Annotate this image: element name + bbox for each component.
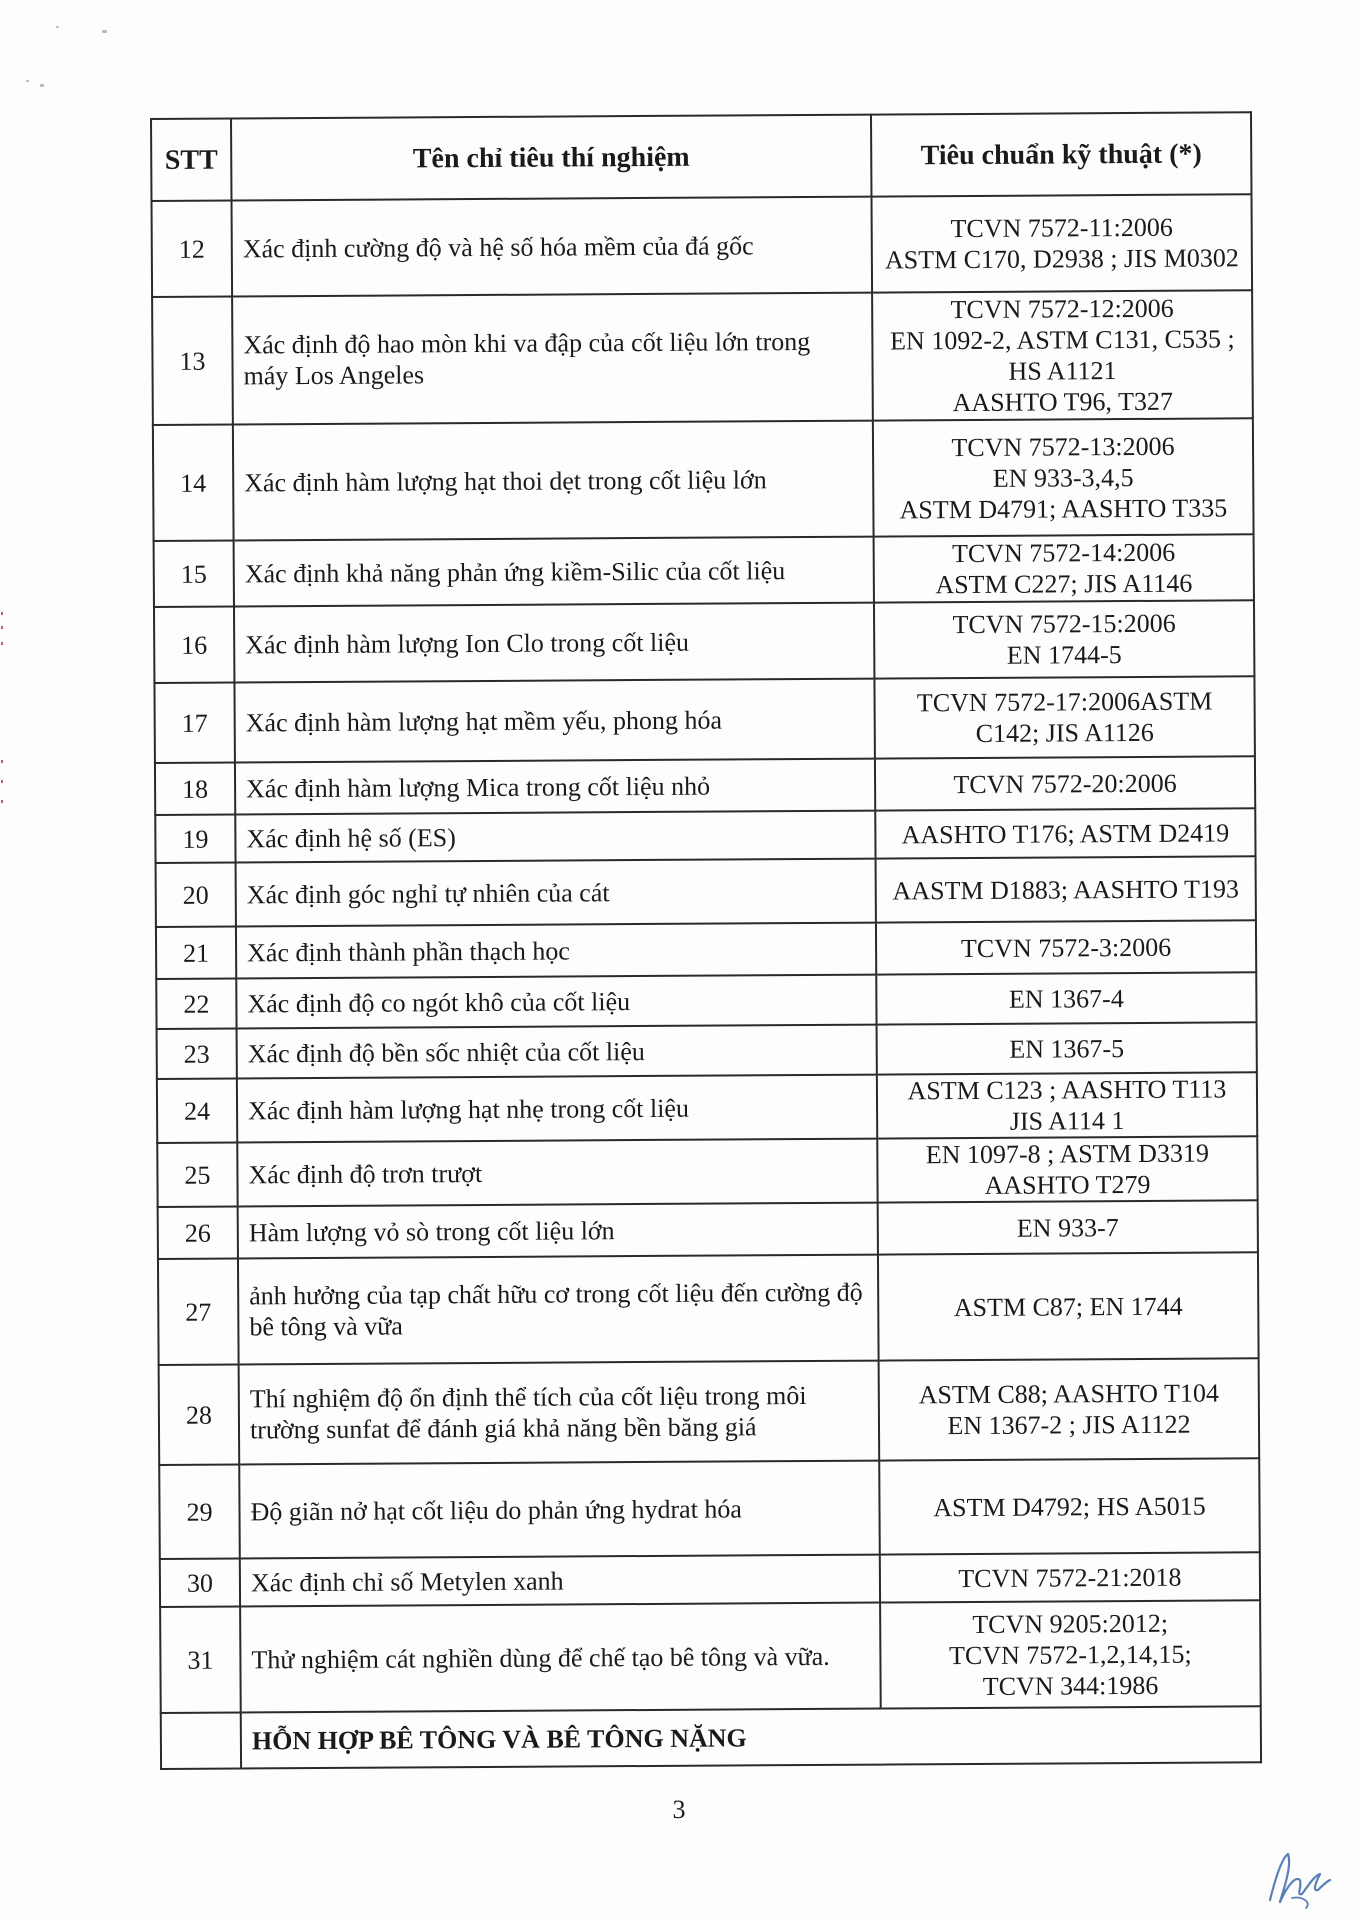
table-row [152, 290, 1253, 425]
row-standard: EN 1367-4 [876, 972, 1256, 1024]
row-test-name: Xác định chỉ số Metylen xanh [240, 1555, 880, 1607]
table-row [152, 194, 1253, 297]
row-standard: ASTM D4792; HS A5015 [879, 1458, 1260, 1554]
table-row [153, 418, 1254, 541]
row-test-name: Xác định độ co ngót khô của cốt liệu [236, 975, 876, 1029]
table-row [156, 972, 1256, 1029]
scan-mark [1, 780, 3, 783]
header-test-name: Tên chỉ tiêu thí nghiệm [231, 115, 871, 201]
row-standard: ASTM C123 ; AASHTO T113 JIS A114 1 [877, 1072, 1257, 1138]
table-row [158, 1200, 1258, 1259]
row-stt: 17 [154, 682, 234, 762]
header-stt: STT [151, 119, 231, 201]
row-standard: TCVN 7572-21:2018 [880, 1552, 1260, 1602]
row-standard: TCVN 7572-20:2006 [875, 756, 1255, 810]
table-row [155, 756, 1255, 815]
row-test-name: Xác định độ bền sốc nhiệt của cốt liệu [237, 1025, 877, 1079]
scan-mark [1, 760, 3, 763]
table-row [157, 1072, 1257, 1143]
row-test-name: Xác định độ trơn trượt [237, 1139, 877, 1207]
row-test-name: Xác định hàm lượng Ion Clo trong cốt liệu [234, 603, 874, 683]
row-standard: TCVN 9205:2012; TCVN 7572-1,2,14,15; TCVN 344:1986 [880, 1600, 1261, 1708]
row-stt: 23 [157, 1028, 237, 1078]
row-stt: 24 [157, 1078, 237, 1142]
row-standard: ASTM C87; EN 1744 [878, 1252, 1259, 1360]
scan-speck [56, 26, 59, 28]
table-row [160, 1600, 1261, 1713]
scan-speck [26, 80, 29, 82]
scan-speck [40, 84, 44, 87]
scan-mark [1, 642, 3, 645]
row-test-name: Xác định cường độ và hệ số hóa mềm của đá gốc [232, 197, 873, 297]
row-stt: 19 [155, 814, 235, 862]
row-test-name: Thử nghiệm cát nghiền dùng để chế tạo bê tông và vữa. [240, 1603, 881, 1713]
row-standard: TCVN 7572-11:2006 ASTM C170, D2938 ; JIS M0302 [871, 194, 1252, 292]
header-standard: Tiêu chuẩn kỹ thuật (*) [871, 112, 1251, 196]
table-row [156, 920, 1256, 979]
row-stt: 30 [160, 1558, 240, 1606]
row-test-name: Xác định hàm lượng Mica trong cốt liệu nhỏ [235, 759, 875, 815]
row-standard: TCVN 7572-14:2006 ASTM C227; JIS A1146 [874, 534, 1254, 602]
table-header-row [151, 112, 1251, 201]
table-row [159, 1358, 1260, 1465]
row-test-name: Xác định hàm lượng hạt nhẹ trong cốt liệu [237, 1075, 877, 1143]
page-number: 3 [672, 1795, 686, 1824]
row-stt: 28 [159, 1364, 240, 1464]
row-test-name: Xác định hệ số (ES) [235, 811, 875, 863]
row-standard: ASTM C88; AASHTO T104 EN 1367-2 ; JIS A1122 [879, 1358, 1260, 1460]
row-standard: EN 1367-5 [877, 1022, 1257, 1074]
row-standard: TCVN 7572-12:2006 EN 1092-2, ASTM C131, C535 ; HS A1121 AASHTO T96, T327 [872, 290, 1253, 420]
row-stt: 18 [155, 762, 235, 814]
row-test-name: Xác định hàm lượng hạt mềm yếu, phong hóa [234, 679, 874, 763]
row-stt: 16 [154, 606, 234, 682]
scan-mark [1, 800, 3, 803]
row-stt: 25 [157, 1142, 237, 1206]
table-row [158, 1252, 1259, 1365]
table-row [157, 1022, 1257, 1079]
row-stt: 27 [158, 1258, 239, 1364]
table-row [159, 1458, 1260, 1559]
row-stt: 13 [152, 297, 233, 425]
row-stt: 31 [160, 1606, 241, 1712]
row-stt: 26 [158, 1206, 238, 1258]
row-standard: AASHTO T176; ASTM D2419 [875, 808, 1255, 858]
signature-mark [1262, 1846, 1332, 1910]
table-row [157, 1136, 1257, 1207]
scan-mark [1, 612, 3, 615]
table-row [154, 534, 1254, 607]
test-standards-table [150, 111, 1262, 1770]
row-test-name: Xác định khả năng phản ứng kiềm-Silic của cốt liệu [234, 537, 874, 607]
row-test-name: Xác định góc nghỉ tự nhiên của cát [236, 859, 876, 927]
row-stt: 15 [154, 540, 234, 606]
row-test-name: Hàm lượng vỏ sò trong cốt liệu lớn [238, 1203, 878, 1259]
row-standard: EN 1097-8 ; ASTM D3319 AASHTO T279 [877, 1136, 1257, 1202]
row-standard: EN 933-7 [878, 1200, 1258, 1254]
row-stt: 22 [156, 978, 236, 1028]
table-row [160, 1552, 1260, 1607]
table-row [154, 600, 1254, 683]
row-standard: TCVN 7572-15:2006 EN 1744-5 [874, 600, 1254, 678]
row-stt: 29 [159, 1464, 240, 1558]
table-row [154, 676, 1254, 763]
table-row [155, 808, 1255, 863]
row-stt: 14 [153, 424, 234, 540]
section-row [161, 1706, 1261, 1769]
row-test-name: Xác định độ hao mòn khi va đập của cốt liệu lớn trong máy Los Angeles [232, 293, 873, 425]
section-stt-cell [161, 1712, 241, 1768]
row-test-name: Xác định thành phần thạch học [236, 923, 876, 979]
row-test-name: Thí nghiệm độ ổn định thể tích của cốt liệu trong môi trường sunfat để đánh giá khả năng bền băng giá [239, 1361, 880, 1465]
row-standard: TCVN 7572-13:2006 EN 933-3,4,5 ASTM D4791; AASHTO T335 [873, 418, 1254, 536]
row-stt: 21 [156, 926, 236, 978]
row-standard: TCVN 7572-3:2006 [876, 920, 1256, 974]
row-test-name: Độ giãn nở hạt cốt liệu do phản ứng hydrat hóa [239, 1461, 880, 1559]
row-standard: AASTM D1883; AASHTO T193 [876, 856, 1256, 922]
row-standard: TCVN 7572-17:2006ASTM C142; JIS A1126 [874, 676, 1254, 758]
scan-speck [102, 30, 107, 33]
scan-mark [1, 626, 3, 629]
row-test-name: Xác định hàm lượng hạt thoi dẹt trong cốt liệu lớn [233, 421, 874, 541]
row-stt: 20 [156, 862, 236, 926]
table-row [156, 856, 1256, 927]
row-test-name: ảnh hưởng của tạp chất hữu cơ trong cốt liệu đến cường độ bê tông và vữa [238, 1255, 879, 1365]
row-stt: 12 [152, 201, 233, 297]
section-title: HỖN HỢP BÊ TÔNG VÀ BÊ TÔNG NẶNG [241, 1706, 1261, 1768]
